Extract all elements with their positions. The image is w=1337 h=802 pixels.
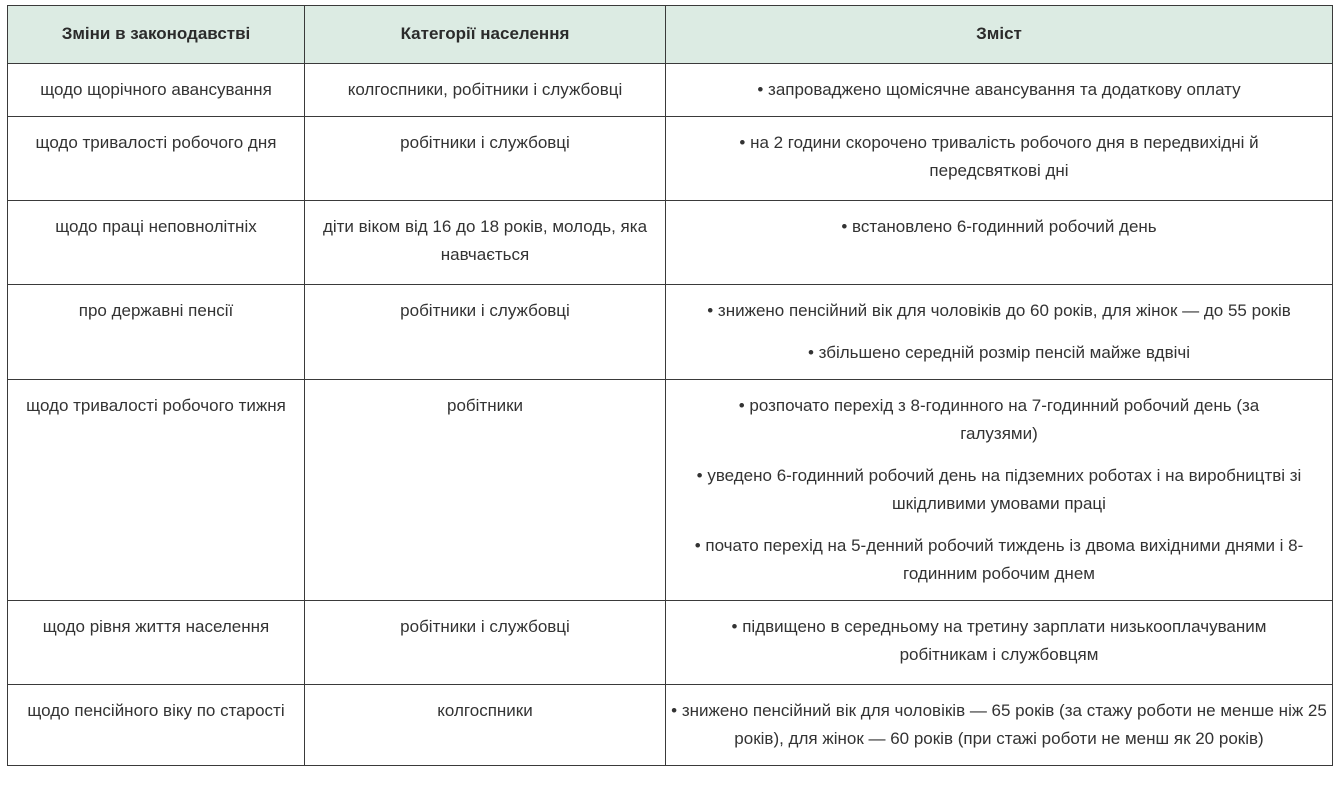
category-cell: колгоспники (305, 685, 666, 766)
category-cell: колгоспники, робітники і службовці (305, 64, 666, 117)
category-cell: діти віком від 16 до 18 років, молодь, яка навчається (305, 201, 666, 285)
content-cell (666, 601, 1333, 685)
change-cell: про державні пенсії (8, 285, 305, 380)
header-changes: Зміни в законодавстві (8, 6, 305, 64)
change-cell: щодо праці неповнолітніх (8, 201, 305, 285)
content-cell (666, 380, 1333, 601)
category-cell: робітники і службовці (305, 117, 666, 201)
content-item: • почато перехід на 5-денний робочий тиждень із двома вихідними днями і 8-годинним робочим днем (694, 536, 1304, 583)
change-cell: щодо пенсійного віку по старості (8, 685, 305, 766)
change-cell: щодо щорічного авансування (8, 64, 305, 117)
category-cell: робітники (305, 380, 666, 601)
content-cell (666, 201, 1333, 285)
content-item: • розпочато перехід з 8-годинного на 7-годинний робочий день (за галузями) (738, 396, 1260, 443)
table-row (8, 64, 1333, 117)
legislation-table (7, 5, 1333, 766)
content-cell (666, 685, 1333, 766)
header-content: Зміст (666, 6, 1333, 64)
content-item: • знижено пенсійний вік для чоловіків — 65 років (за стажу роботи не менше ніж 25 років), для жінок — 60 років (при стажі роботи не менш як 20 років) (671, 701, 1327, 748)
change-cell: щодо рівня життя населення (8, 601, 305, 685)
content-cell (666, 117, 1333, 201)
content-cell (666, 285, 1333, 380)
table-row (8, 685, 1333, 766)
table-row (8, 117, 1333, 201)
content-item: • збільшено середній розмір пенсій майже вдвічі (807, 343, 1191, 362)
header-categories: Категорії населення (305, 6, 666, 64)
table-row (8, 201, 1333, 285)
category-cell: робітники і службовці (305, 285, 666, 380)
content-item: • знижено пенсійний вік для чоловіків до 60 років, для жінок — до 55 років (707, 301, 1291, 320)
change-cell: щодо тривалості робочого тижня (8, 380, 305, 601)
table-row (8, 601, 1333, 685)
table-header-row (8, 6, 1333, 64)
content-cell (666, 64, 1333, 117)
content-item: • встановлено 6-годинний робочий день (841, 217, 1157, 236)
change-cell: щодо тривалості робочого дня (8, 117, 305, 201)
content-item: • уведено 6-годинний робочий день на підземних роботах і на виробництві зі шкідливими умовами праці (696, 466, 1302, 513)
table-row (8, 285, 1333, 380)
table-row (8, 380, 1333, 601)
content-item: • запроваджено щомісячне авансування та додаткову оплату (757, 80, 1241, 99)
content-item: • підвищено в середньому на третину зарплати низькооплачуваним робітникам і службовцям (731, 617, 1267, 664)
content-item: • на 2 години скорочено тривалість робочого дня в передвихідні й передсвяткові дні (739, 133, 1259, 180)
category-cell: робітники і службовці (305, 601, 666, 685)
